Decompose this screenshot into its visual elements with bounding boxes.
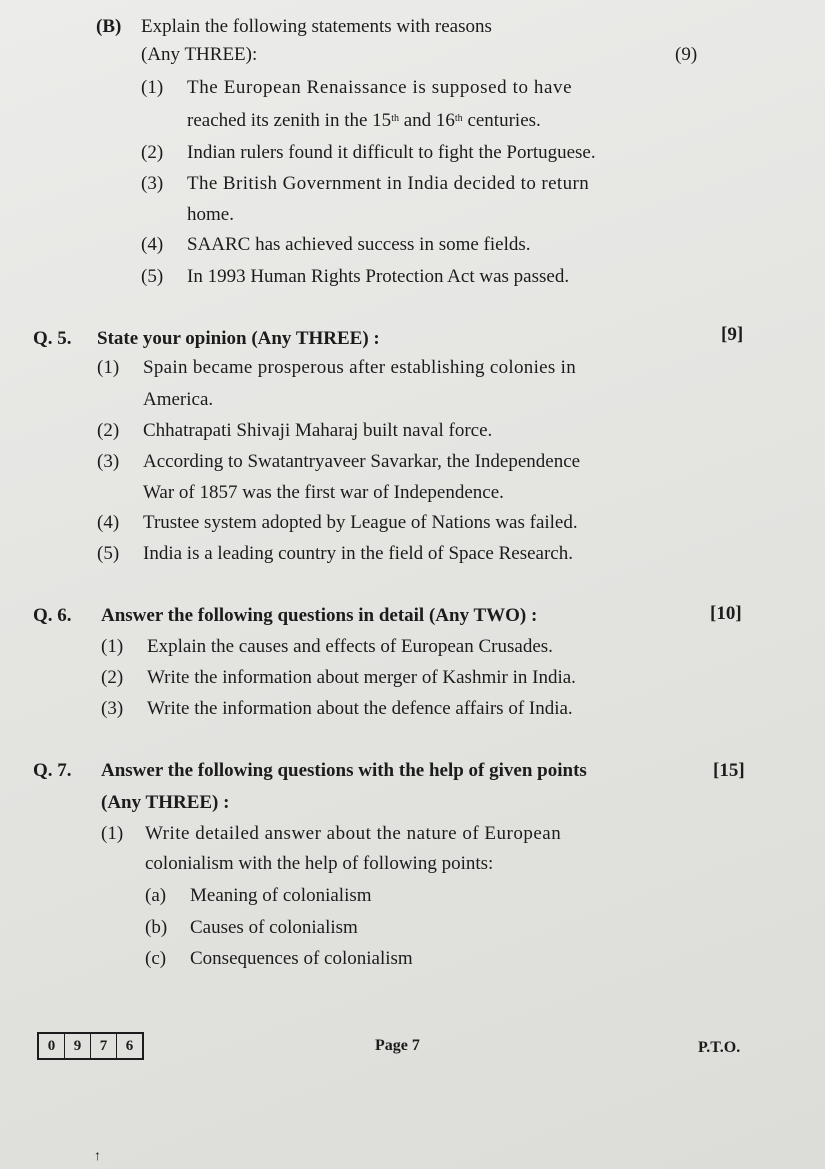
section-b-label: (B) bbox=[96, 16, 122, 37]
section-b-item-num: (1) bbox=[141, 77, 164, 98]
q5-item-text: War of 1857 was the first war of Independence. bbox=[143, 482, 504, 503]
stray-pen-mark: ↑ bbox=[94, 1149, 101, 1164]
q7-title: Answer the following questions with the help of given points bbox=[101, 760, 587, 781]
q7-subitem-text: Causes of colonialism bbox=[190, 917, 358, 938]
section-b-any: (Any THREE): bbox=[141, 44, 258, 65]
section-b-item-text: home. bbox=[187, 204, 234, 225]
q7-subitem-text: Meaning of colonialism bbox=[190, 885, 372, 906]
section-b-item-num: (4) bbox=[141, 234, 164, 255]
section-b-item-text: SAARC has achieved success in some fields. bbox=[187, 234, 531, 255]
q7-subitem-num: (b) bbox=[145, 917, 168, 938]
q6-item-text: Write the information about the defence affairs of India. bbox=[147, 698, 573, 719]
q6-number: Q. 6. bbox=[33, 605, 72, 626]
q6-item-text: Explain the causes and effects of European Crusades. bbox=[147, 636, 553, 657]
q7-item-text: colonialism with the help of following points: bbox=[145, 853, 494, 874]
paper-code-digit: 6 bbox=[125, 1038, 134, 1054]
q6-title: Answer the following questions in detail (Any TWO) : bbox=[101, 605, 538, 626]
q5-item-text: India is a leading country in the field of Space Research. bbox=[143, 543, 573, 564]
q7-number: Q. 7. bbox=[33, 760, 72, 781]
q7-subitem-text: Consequences of colonialism bbox=[190, 948, 413, 969]
q5-item-num: (5) bbox=[97, 543, 120, 564]
q6-item-num: (2) bbox=[101, 667, 124, 688]
paper-code-digit: 0 bbox=[39, 1034, 65, 1058]
q5-item-text: According to Swatantryaveer Savarkar, the Independence bbox=[143, 451, 581, 472]
q6-item-text: Write the information about merger of Kashmir in India. bbox=[147, 667, 576, 688]
q7-marks: [15] bbox=[713, 760, 745, 781]
section-b-item-text: The European Renaissance is supposed to have bbox=[187, 77, 573, 98]
section-b-item-text: In 1993 Human Rights Protection Act was passed. bbox=[187, 266, 570, 287]
q5-number: Q. 5. bbox=[33, 328, 72, 349]
q7-subitem-num: (a) bbox=[145, 885, 167, 906]
pto-label: P.T.O. bbox=[698, 1039, 741, 1056]
paper-code-digit: 9 bbox=[65, 1034, 91, 1058]
page-number: Page 7 bbox=[375, 1037, 420, 1054]
q7-subitem-num: (c) bbox=[145, 948, 167, 969]
q6-marks: [10] bbox=[710, 603, 742, 624]
q5-item-text: Spain became prosperous after establishing colonies in bbox=[143, 357, 577, 378]
q5-item-num: (2) bbox=[97, 420, 120, 441]
q7-title-cont: (Any THREE) : bbox=[101, 792, 230, 813]
q6-item-num: (1) bbox=[101, 636, 124, 657]
section-b-item-num: (5) bbox=[141, 266, 164, 287]
section-b-intro: Explain the following statements with reasons bbox=[141, 16, 492, 37]
q5-title: State your opinion (Any THREE) : bbox=[97, 328, 380, 349]
q7-item-num: (1) bbox=[101, 823, 124, 844]
section-b-item-num: (3) bbox=[141, 173, 164, 194]
section-b-item-text: The British Government in India decided to return bbox=[187, 173, 590, 194]
q5-item-text: Chhatrapati Shivaji Maharaj built naval force. bbox=[143, 420, 493, 441]
q7-item-text: Write detailed answer about the nature of European bbox=[145, 823, 562, 844]
q5-item-text: America. bbox=[143, 389, 214, 410]
section-b-item-text: reached its zenith in the 15th and 16th centuries. bbox=[187, 110, 541, 131]
paper-code-digit: 7 bbox=[91, 1034, 117, 1058]
q5-item-text: Trustee system adopted by League of Nations was failed. bbox=[143, 512, 578, 533]
section-b-marks: (9) bbox=[675, 44, 698, 65]
q5-marks: [9] bbox=[721, 324, 744, 345]
q6-item-num: (3) bbox=[101, 698, 124, 719]
q5-item-num: (4) bbox=[97, 512, 120, 533]
section-b-item-text: Indian rulers found it difficult to fight the Portuguese. bbox=[187, 142, 596, 163]
q5-item-num: (1) bbox=[97, 357, 120, 378]
paper-code-box bbox=[37, 1032, 144, 1060]
section-b-item-num: (2) bbox=[141, 142, 164, 163]
q5-item-num: (3) bbox=[97, 451, 120, 472]
